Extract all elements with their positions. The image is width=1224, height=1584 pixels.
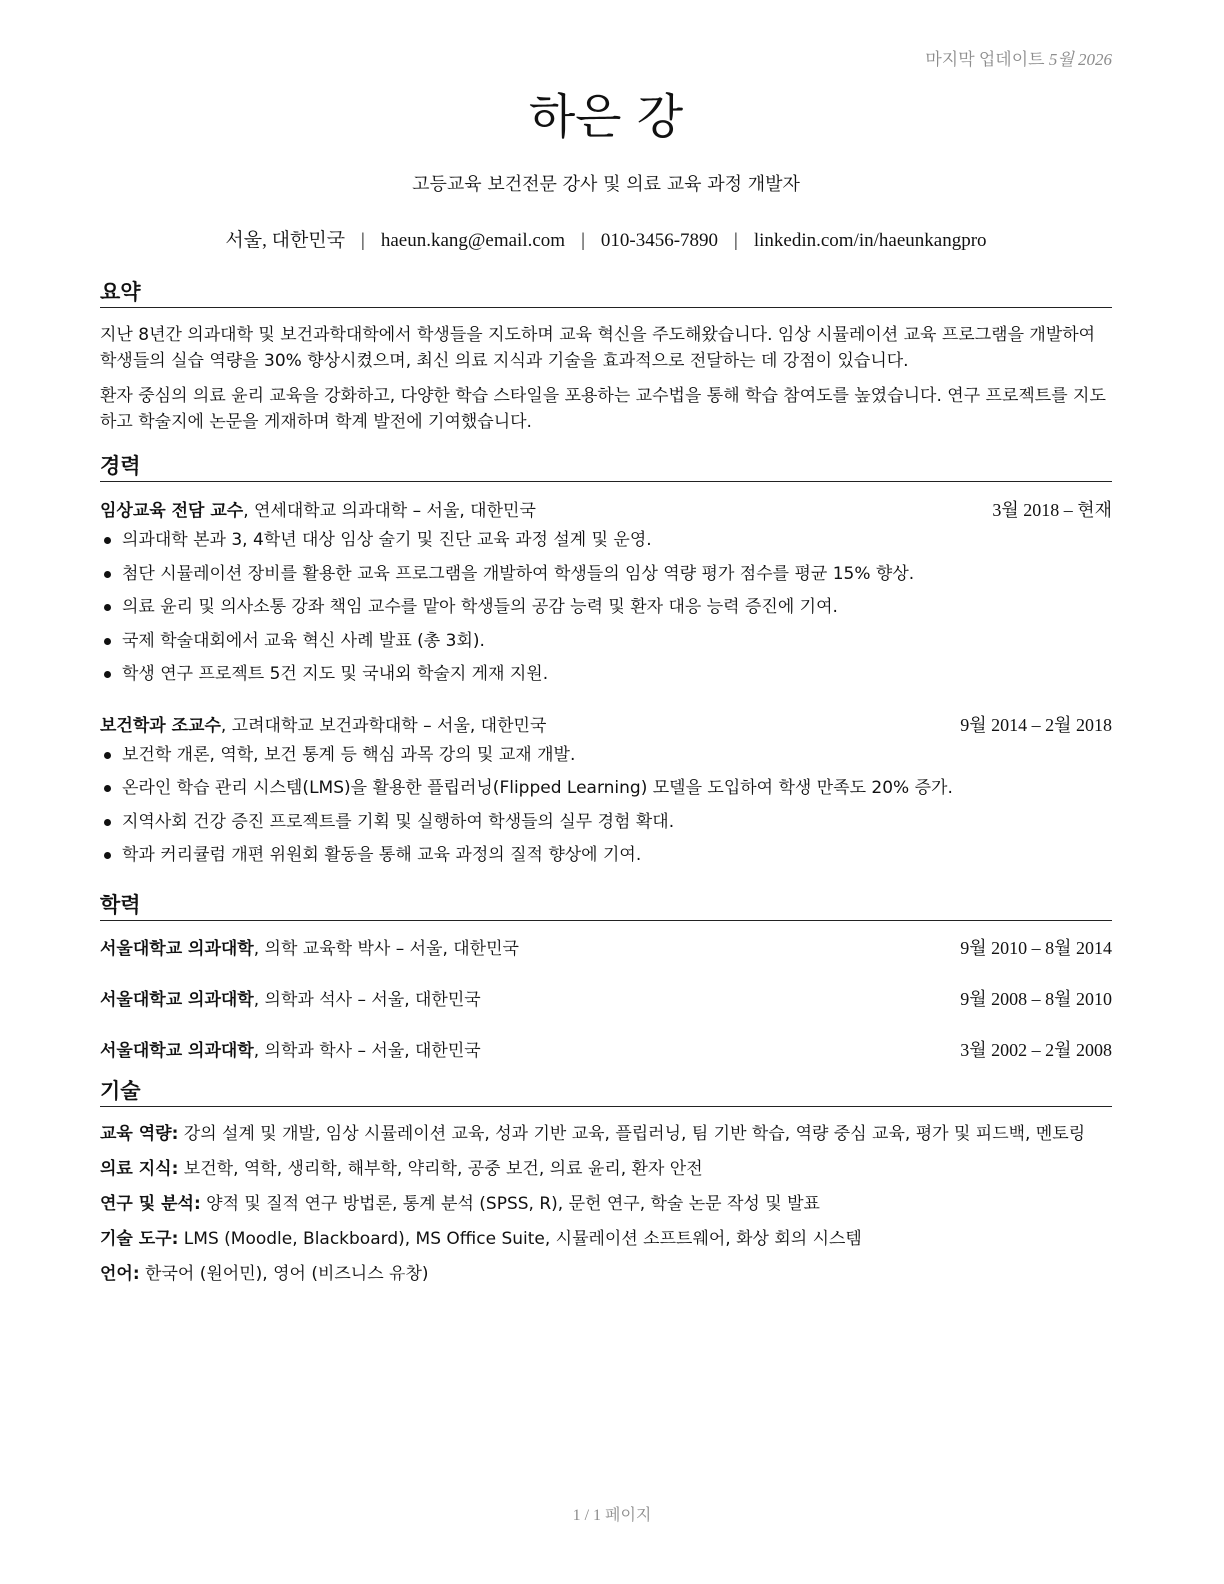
- person-name: 하은 강: [528, 89, 684, 145]
- skill-value: 양적 및 질적 연구 방법론, 통계 분석 (SPSS, R), 문헌 연구, 학술 논문 작성 및 발표: [200, 1194, 820, 1214]
- contact-line: [100, 225, 1112, 252]
- updated-label: 마지막 업데이트: [925, 50, 1045, 69]
- skill-label: 기술 도구:: [100, 1229, 179, 1249]
- education-dates: 9월 2010 – 8월 2014: [960, 938, 1112, 958]
- bullet-dot: [104, 785, 111, 792]
- skill-line: [100, 1121, 1112, 1147]
- separator: |: [581, 230, 585, 251]
- section-title-experience: 경력: [100, 452, 1112, 482]
- skill-value: LMS (Moodle, Blackboard), MS Office Suite, 시뮬레이션 소프트웨어, 화상 회의 시스템: [178, 1229, 862, 1249]
- bullet-dot: [104, 604, 111, 611]
- education-dates: 3월 2002 – 2월 2008: [960, 1040, 1112, 1060]
- degree-detail: , 의학과 학사 – 서울, 대한민국: [253, 1041, 481, 1061]
- job-dates: 3월 2018 – 현재: [992, 500, 1112, 520]
- separator: |: [361, 230, 365, 251]
- bullet-item: 온라인 학습 관리 시스템(LMS)을 활용한 플립러닝(Flipped Learning) 모델을 도입하여 학생 만족도 20% 증가.: [100, 772, 1112, 806]
- education-section: [100, 891, 1112, 1064]
- bullet-dot: [104, 638, 111, 645]
- bullet-dot: [104, 819, 111, 826]
- bullet-item: 첨단 시뮬레이션 장비를 활용한 교육 프로그램을 개발하여 학생들의 임상 역량 평가 점수를 평균 15% 향상.: [100, 558, 1112, 592]
- job-org: , 연세대학교 의과대학 – 서울, 대한민국: [243, 501, 536, 521]
- skill-label: 연구 및 분석:: [100, 1194, 201, 1214]
- job-title-org: [100, 713, 546, 739]
- job-org: , 고려대학교 보건과학대학 – 서울, 대한민국: [220, 715, 547, 736]
- section-title-education: 학력: [100, 891, 1112, 921]
- skill-line: [100, 1226, 1112, 1252]
- skill-label: 교육 역량:: [100, 1124, 179, 1144]
- job-entry: [100, 712, 1112, 873]
- skills-section: [100, 1077, 1112, 1287]
- job-header: [100, 712, 1112, 739]
- skill-value: 보건학, 역학, 생리학, 해부학, 약리학, 공중 보건, 의료 윤리, 환자 안전: [178, 1159, 703, 1179]
- summary-paragraph: 환자 중심의 의료 윤리 교육을 강화하고, 다양한 학습 스타일을 포용하는 교수법을 통해 학습 참여도를 높였습니다. 연구 프로젝트를 지도하고 학술지에 논문을 게재하며 학계 발전에 기여했습니다.: [100, 386, 1106, 432]
- updated-date: 5월 2026: [1048, 50, 1112, 69]
- separator: |: [734, 230, 738, 251]
- job-entry: [100, 497, 1112, 692]
- summary-section: [100, 278, 1112, 435]
- skill-value: 강의 설계 및 개발, 임상 시뮬레이션 교육, 성과 기반 교육, 플립러닝, 팀 기반 학습, 역량 중심 교육, 평가 및 피드백, 멘토링: [178, 1124, 1086, 1144]
- job-role: 보건학과 조교수: [100, 715, 221, 736]
- bullet-item: 의료 윤리 및 의사소통 강좌 책임 교수를 맡아 학생들의 공감 능력 및 환자 대응 능력 증진에 기여.: [100, 591, 1112, 625]
- bullet-item: 의과대학 본과 3, 4학년 대상 임상 술기 및 진단 교육 과정 설계 및 운영.: [100, 524, 1112, 558]
- bullet-item: 보건학 개론, 역학, 보건 통계 등 핵심 과목 강의 및 교재 개발.: [100, 739, 1112, 773]
- bullet-dot: [104, 752, 111, 759]
- summary-paragraph: 지난 8년간 의과대학 및 보건과학대학에서 학생들을 지도하며 교육 혁신을 주도해왔습니다. 임상 시뮬레이션 교육 프로그램을 개발하여 학생들의 실습 역량을 30% 향상시켰으며, 최신 의료 지식과 기술을 효과적으로 전달하는 데 강점이 있습니다.: [100, 325, 1096, 371]
- skill-label: 언어:: [100, 1264, 140, 1284]
- job-title-org: [100, 498, 536, 524]
- bullet-item: 국제 학술대회에서 교육 혁신 사례 발표 (총 3회).: [100, 625, 1112, 659]
- degree-detail: , 의학과 석사 – 서울, 대한민국: [253, 990, 481, 1010]
- contact-phone: 010-3456-7890: [600, 230, 719, 251]
- skill-label: 의료 지식:: [100, 1159, 179, 1179]
- bullet-item: 지역사회 건강 증진 프로젝트를 기획 및 실행하여 학생들의 실무 경험 확대.: [100, 806, 1112, 840]
- experience-section: [100, 452, 1112, 873]
- skill-value: 한국어 (원어민), 영어 (비즈니스 유창): [139, 1264, 429, 1284]
- bullet-dot: [104, 671, 111, 678]
- contact-email[interactable]: haeun.kang@email.com: [380, 230, 566, 251]
- section-title-summary: 요약: [100, 278, 1112, 308]
- job-bullets: [100, 524, 1112, 692]
- skill-line: [100, 1191, 1112, 1217]
- page-number: 1 / 1 페이지: [572, 1507, 652, 1524]
- school-name: 서울대학교 의과대학: [100, 939, 254, 959]
- contact-linkedin[interactable]: linkedin.com/in/haeunkangpro: [753, 230, 987, 251]
- headline: 고등교육 보건전문 강사 및 의료 교육 과정 개발자: [412, 174, 800, 195]
- job-bullets: [100, 739, 1112, 873]
- job-header: [100, 497, 1112, 524]
- section-title-skills: 기술: [100, 1077, 1112, 1107]
- school-name: 서울대학교 의과대학: [100, 1041, 254, 1061]
- job-dates: 9월 2014 – 2월 2018: [960, 714, 1112, 735]
- bullet-item: 학생 연구 프로젝트 5건 지도 및 국내외 학술지 게재 지원.: [100, 658, 1112, 692]
- education-entry: [100, 1037, 1112, 1064]
- skill-line: [100, 1261, 1112, 1287]
- last-updated: [925, 45, 1112, 70]
- school-name: 서울대학교 의과대학: [100, 990, 254, 1010]
- contact-location: 서울, 대한민국: [225, 230, 346, 251]
- education-entry: [100, 986, 1112, 1013]
- bullet-item: 학과 커리큘럼 개편 위원회 활동을 통해 교육 과정의 질적 향상에 기여.: [100, 839, 1112, 873]
- bullet-dot: [104, 571, 111, 578]
- education-entry: [100, 935, 1112, 962]
- bullet-dot: [104, 537, 111, 544]
- job-role: 임상교육 전담 교수: [100, 501, 244, 521]
- education-dates: 9월 2008 – 8월 2010: [960, 989, 1112, 1009]
- degree-detail: , 의학 교육학 박사 – 서울, 대한민국: [253, 939, 519, 959]
- skill-line: [100, 1156, 1112, 1182]
- bullet-dot: [104, 852, 111, 859]
